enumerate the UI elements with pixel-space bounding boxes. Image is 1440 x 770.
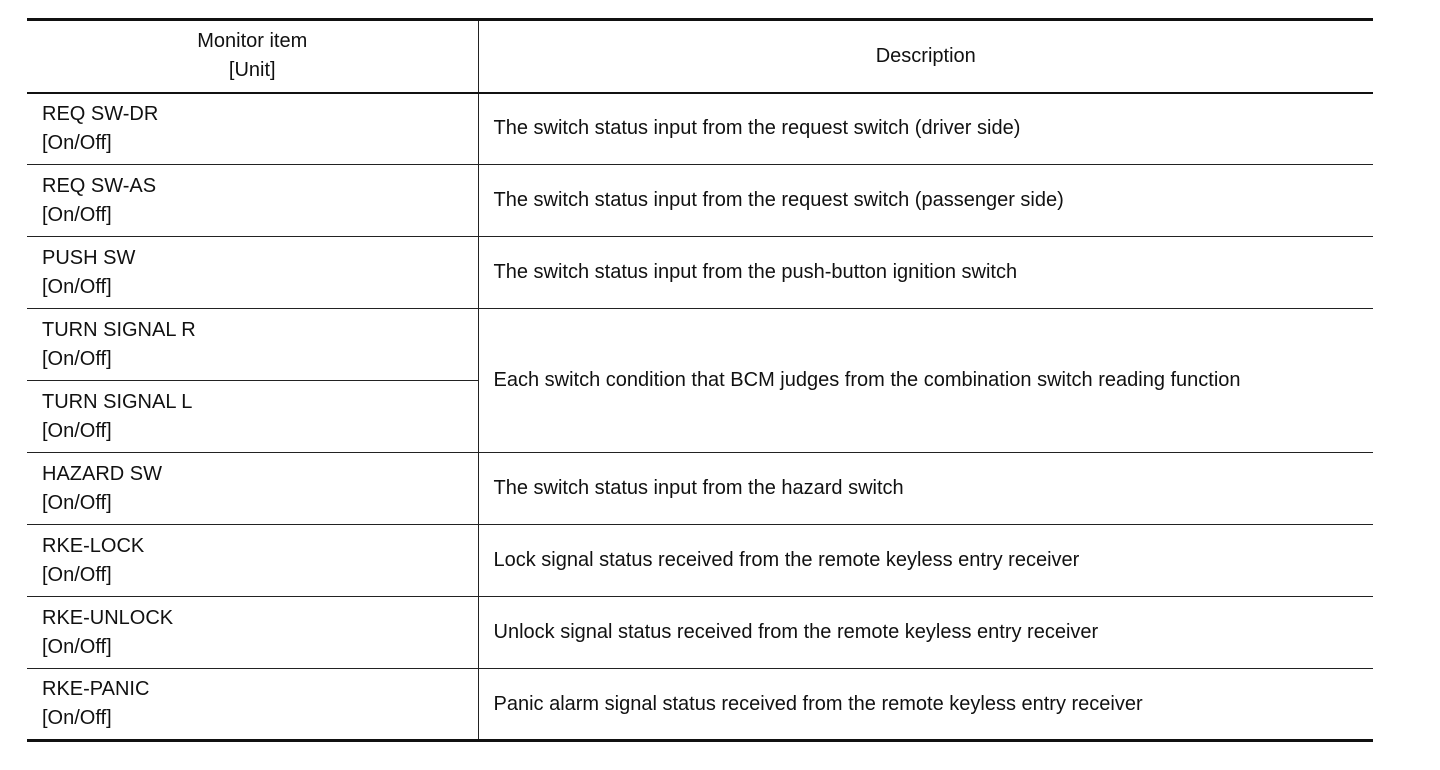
description-cell: Lock signal status received from the remote keyless entry receiver bbox=[478, 525, 1373, 597]
monitor-item-cell bbox=[27, 669, 478, 741]
description-cell: The switch status input from the request switch (passenger side) bbox=[478, 165, 1373, 237]
description-cell: The switch status input from the request switch (driver side) bbox=[478, 93, 1373, 165]
monitor-item-name: TURN SIGNAL L bbox=[42, 390, 193, 413]
monitor-item-unit: [On/Off] bbox=[42, 707, 112, 729]
monitor-item-cell bbox=[27, 525, 478, 597]
description-cell: Panic alarm signal status received from the remote keyless entry receiver bbox=[478, 669, 1373, 741]
table-row bbox=[27, 453, 1373, 525]
monitor-item-unit: [On/Off] bbox=[42, 563, 112, 586]
monitor-item-unit: [On/Off] bbox=[42, 131, 112, 154]
monitor-item-unit: [On/Off] bbox=[42, 347, 112, 370]
monitor-item-name: PUSH SW bbox=[42, 246, 136, 269]
monitor-item-name: RKE-LOCK bbox=[42, 534, 145, 557]
table-row bbox=[27, 525, 1373, 597]
table-row bbox=[27, 93, 1373, 165]
monitor-item-name: REQ SW-DR bbox=[42, 102, 159, 125]
monitor-item-unit: [On/Off] bbox=[42, 419, 112, 442]
table-row bbox=[27, 309, 1373, 381]
monitor-item-cell bbox=[27, 597, 478, 669]
monitor-item-name: REQ SW-AS bbox=[42, 174, 157, 197]
description-cell: The switch status input from the hazard switch bbox=[478, 453, 1373, 525]
header-description-label: Description bbox=[875, 44, 976, 67]
monitor-item-cell bbox=[27, 381, 478, 453]
monitor-item-cell bbox=[27, 237, 478, 309]
header-description bbox=[478, 20, 1373, 93]
table-header-row bbox=[27, 20, 1373, 93]
description-cell: Unlock signal status received from the remote keyless entry receiver bbox=[478, 597, 1373, 669]
monitor-item-cell bbox=[27, 453, 478, 525]
monitor-item-name: RKE-PANIC bbox=[42, 678, 150, 700]
table-row bbox=[27, 669, 1373, 741]
monitor-item-unit: [On/Off] bbox=[42, 635, 112, 658]
description-cell: The switch status input from the push-button ignition switch bbox=[478, 237, 1373, 309]
monitor-item-name: TURN SIGNAL R bbox=[42, 318, 196, 341]
monitor-item-name: HAZARD SW bbox=[42, 462, 162, 485]
description-cell-merged: Each switch condition that BCM judges from the combination switch reading function bbox=[478, 309, 1373, 453]
monitor-item-unit: [On/Off] bbox=[42, 491, 112, 514]
monitor-item-cell bbox=[27, 93, 478, 165]
monitor-item-name: RKE-UNLOCK bbox=[42, 606, 174, 629]
table-row bbox=[27, 237, 1373, 309]
header-monitor-item bbox=[27, 20, 478, 93]
monitor-item-unit: [On/Off] bbox=[42, 203, 112, 226]
monitor-item-cell bbox=[27, 309, 478, 381]
header-item-label: Monitor item bbox=[197, 30, 308, 53]
monitor-item-cell bbox=[27, 165, 478, 237]
table-row bbox=[27, 165, 1373, 237]
monitor-item-table bbox=[27, 18, 1373, 742]
header-unit-label: [Unit] bbox=[228, 59, 276, 82]
table-row bbox=[27, 597, 1373, 669]
monitor-item-unit: [On/Off] bbox=[42, 275, 112, 298]
